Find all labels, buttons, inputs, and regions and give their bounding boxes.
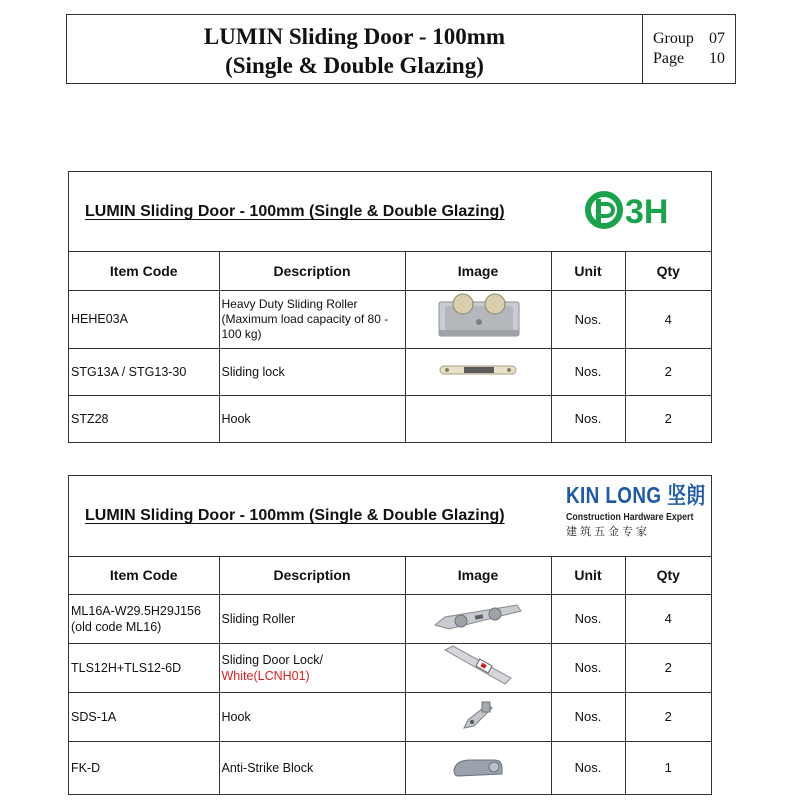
item-unit: Nos. <box>551 741 625 794</box>
col-description: Description <box>219 252 405 290</box>
item-code: FK-D <box>69 741 219 794</box>
table-row <box>69 594 711 643</box>
kinlong-logo-tagline: Construction Hardware Expert <box>566 511 694 523</box>
page-title-line2: (Single & Double Glazing) <box>225 53 484 78</box>
item-code <box>69 594 219 643</box>
product-table-kinlong <box>68 475 712 795</box>
table-row <box>69 692 711 741</box>
page-label: Page <box>653 50 685 67</box>
item-code-line2: (old code ML16) <box>71 619 162 634</box>
item-description: Hook <box>219 692 405 741</box>
page-header <box>66 14 736 84</box>
svg-text:3H: 3H <box>625 193 669 230</box>
items-table <box>69 252 711 442</box>
item-qty: 2 <box>625 348 711 395</box>
col-description: Description <box>219 557 405 594</box>
kinlong-logo-chinese: 建筑五金专家 <box>566 525 650 538</box>
table-header-row <box>69 252 711 290</box>
kinlong-logo-main: KIN LONG 坚朗 <box>566 482 706 508</box>
item-unit: Nos. <box>551 395 625 442</box>
col-image: Image <box>405 557 551 594</box>
group-label: Group <box>653 30 694 47</box>
item-description <box>219 643 405 692</box>
item-qty: 4 <box>625 290 711 348</box>
item-description: Hook <box>219 395 405 442</box>
item-code: HEHE03A <box>69 290 219 348</box>
item-qty: 2 <box>625 643 711 692</box>
table-row <box>69 290 711 348</box>
item-code: STG13A / STG13-30 <box>69 348 219 395</box>
section-title: LUMIN Sliding Door - 100mm (Single & Double Glazing) <box>85 507 505 524</box>
table-row <box>69 348 711 395</box>
table-row <box>69 643 711 692</box>
item-unit: Nos. <box>551 348 625 395</box>
product-image-hook <box>405 692 551 741</box>
col-image: Image <box>405 252 551 290</box>
product-table-3h <box>68 171 712 443</box>
item-description: Anti-Strike Block <box>219 741 405 794</box>
item-qty: 2 <box>625 395 711 442</box>
item-unit: Nos. <box>551 643 625 692</box>
product-image-empty <box>405 395 551 442</box>
item-code: SDS-1A <box>69 692 219 741</box>
col-unit: Unit <box>551 252 625 290</box>
section-header <box>69 476 711 557</box>
col-item-code: Item Code <box>69 252 219 290</box>
table-row <box>69 395 711 442</box>
item-code: STZ28 <box>69 395 219 442</box>
item-unit: Nos. <box>551 594 625 643</box>
item-description: Sliding Roller <box>219 594 405 643</box>
page-value: 10 <box>709 50 725 67</box>
product-image-block <box>405 741 551 794</box>
table-row <box>69 741 711 794</box>
col-qty: Qty <box>625 252 711 290</box>
product-image-lock <box>405 348 551 395</box>
item-qty: 1 <box>625 741 711 794</box>
col-unit: Unit <box>551 557 625 594</box>
page-meta <box>643 15 735 83</box>
item-code: TLS12H+TLS12-6D <box>69 643 219 692</box>
item-qty: 4 <box>625 594 711 643</box>
items-table <box>69 557 711 794</box>
section-header <box>69 172 711 252</box>
product-image-lock <box>405 643 551 692</box>
item-description: Sliding lock <box>219 348 405 395</box>
group-value: 07 <box>709 30 725 47</box>
item-description: Heavy Duty Sliding Roller (Maximum load capacity of 80 - 100 kg) <box>219 290 405 348</box>
product-image-roller <box>405 290 551 348</box>
item-code-line1: ML16A-W29.5H29J156 <box>71 603 201 618</box>
item-qty: 2 <box>625 692 711 741</box>
section-title: LUMIN Sliding Door - 100mm (Single & Double Glazing) <box>85 203 505 220</box>
col-item-code: Item Code <box>69 557 219 594</box>
table-header-row <box>69 557 711 594</box>
item-description-line1: Sliding Door Lock/ <box>221 652 323 667</box>
page-title <box>67 15 643 83</box>
page-title-line1: LUMIN Sliding Door - 100mm <box>203 24 506 49</box>
item-unit: Nos. <box>551 692 625 741</box>
item-unit: Nos. <box>551 290 625 348</box>
threeh-logo <box>585 190 683 235</box>
kinlong-logo <box>566 480 706 540</box>
product-image-roller <box>405 594 551 643</box>
col-qty: Qty <box>625 557 711 594</box>
item-description-line2: White(LCNH01) <box>221 668 310 683</box>
